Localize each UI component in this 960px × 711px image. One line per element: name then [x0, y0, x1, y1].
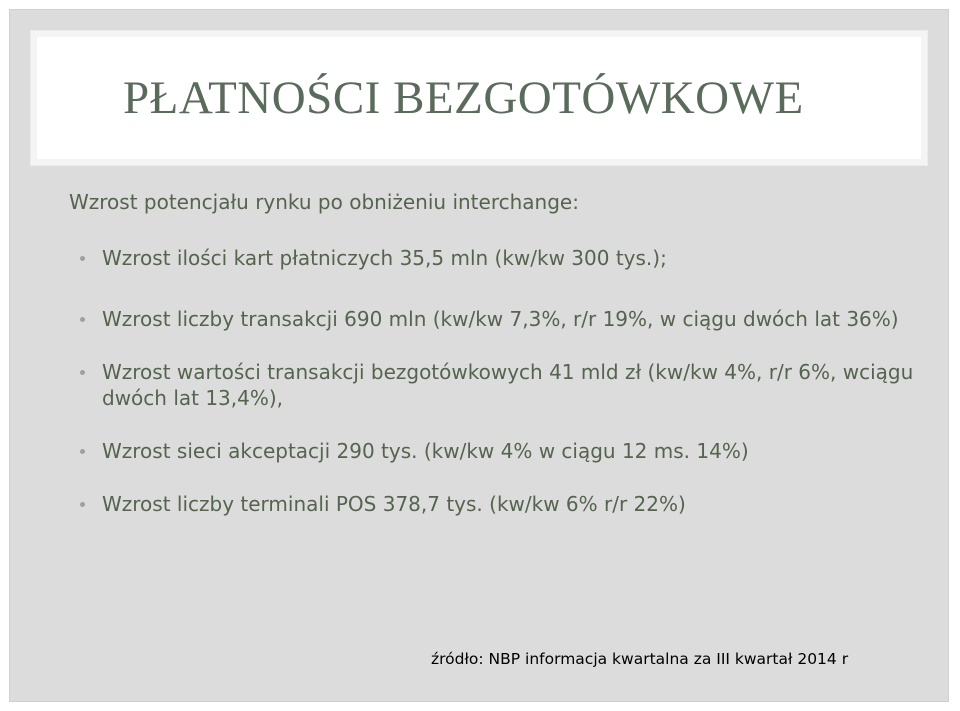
bullet-item: Wzrost sieci akceptacji 290 tys. (kw/kw 4% w ciągu 12 ms. 14%)	[69, 438, 929, 464]
slide	[9, 9, 949, 702]
bullet-item: Wzrost ilości kart płatniczych 35,5 mln (kw/kw 300 tys.);	[69, 245, 929, 271]
intro-text: Wzrost potencjału rynku po obniżeniu interchange:	[69, 190, 579, 214]
source-note: źródło: NBP informacja kwartalna za III kwartał 2014 r	[431, 650, 849, 668]
slide-content	[69, 189, 929, 517]
bullet-item: Wzrost liczby transakcji 690 mln (kw/kw 7,3%, r/r 19%, w ciągu dwóch lat 36%)	[69, 306, 929, 332]
bullet-list	[69, 245, 929, 517]
slide-title: PŁATNOŚCI BEZGOTÓWKOWE	[123, 72, 804, 124]
bullet-item: Wzrost wartości transakcji bezgotówkowych 41 mld zł (kw/kw 4%, r/r 6%, wciągu dwóch lat 13,4%),	[69, 359, 929, 411]
bullet-item: Wzrost liczby terminali POS 378,7 tys. (kw/kw 6% r/r 22%)	[69, 491, 929, 517]
